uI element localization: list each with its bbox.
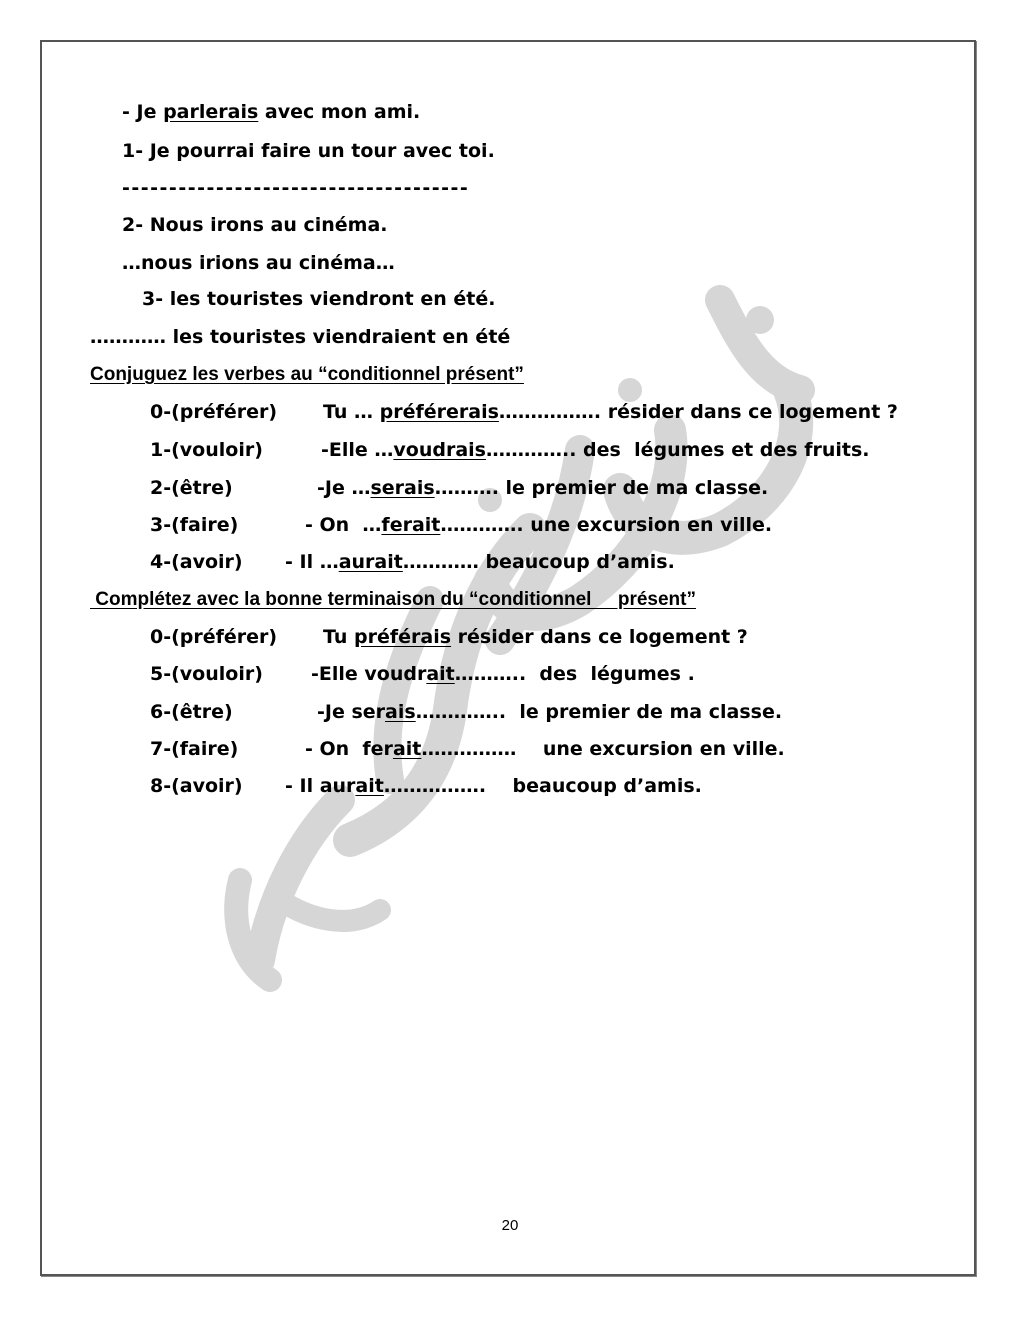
s1-row-4-answer: aurait [338, 551, 403, 573]
s2-row-0-text: Tu préférais résider dans ce logement ? [323, 626, 748, 648]
section-1-heading: Conjuguez les verbes au “conditionnel présent” [90, 364, 524, 385]
sentence-3: 3- les touristes viendront en été. [142, 288, 496, 310]
s2-row-1-answer: ait [426, 663, 455, 685]
s2-row-4-label: 8-(avoir) [150, 775, 243, 797]
s2-row-2-answer: ais [385, 701, 416, 723]
s1-row-1-answer: voudrais [393, 439, 486, 461]
sentence-2: 2- Nous irons au cinéma. [122, 214, 388, 236]
s2-row-3-text: - On ferait…………… une excursion en ville. [305, 738, 785, 760]
s1-row-0-text: Tu … préférerais……………. résider dans ce logement ? [323, 401, 898, 423]
s2-row-0-answer: préférais [354, 626, 452, 648]
s2-row-0-label: 0-(préférer) [150, 626, 278, 648]
section-2-heading: Complétez avec la bonne terminaison du “conditionnel présent” [90, 589, 696, 610]
s1-row-2-text: -Je …serais………. le premier de ma classe. [317, 477, 769, 499]
model-verb: parlerais [163, 101, 259, 123]
s2-row-4-text: - Il aurait……………. beaucoup d’amis. [285, 775, 702, 797]
s1-row-4-text: - Il …aurait………… beaucoup d’amis. [285, 551, 675, 573]
s1-row-0-label: 0-(préférer) [150, 401, 278, 423]
s1-row-3-answer: ferait [381, 514, 441, 536]
answer-2: …nous irions au cinéma… [122, 252, 395, 274]
answer-3: ………… les touristes viendraient en été [90, 326, 511, 348]
model-pre: - Je [122, 101, 164, 123]
s1-row-3-text: - On …ferait…………. une excursion en ville. [305, 514, 773, 536]
s2-row-1-text: -Elle voudrait……….. des légumes . [311, 663, 695, 685]
s1-row-1-text: -Elle …voudrais………….. des légumes et des fruits. [321, 439, 870, 461]
s2-row-2-text: -Je serais………….. le premier de ma classe. [317, 701, 783, 723]
s2-row-2-label: 6-(être) [150, 701, 233, 723]
s1-row-4-label: 4-(avoir) [150, 551, 243, 573]
s2-row-1-label: 5-(vouloir) [150, 663, 263, 685]
model-example-line [122, 100, 420, 124]
model-post: avec mon ami. [258, 101, 421, 123]
s2-row-3-answer: ait [392, 738, 422, 760]
s1-row-2-label: 2-(être) [150, 477, 233, 499]
s2-row-4-answer: ait [355, 775, 384, 797]
s1-row-0-answer: préférerais [379, 401, 499, 423]
s2-row-3-label: 7-(faire) [150, 738, 239, 760]
s1-row-1-label: 1-(vouloir) [150, 439, 263, 461]
answer-dashes-1: ------------------------------------- [122, 177, 470, 199]
s1-row-2-answer: serais [370, 477, 435, 499]
page-number: 20 [501, 1217, 519, 1234]
s1-row-3-label: 3-(faire) [150, 514, 239, 536]
sentence-1: 1- Je pourrai faire un tour avec toi. [122, 140, 495, 162]
